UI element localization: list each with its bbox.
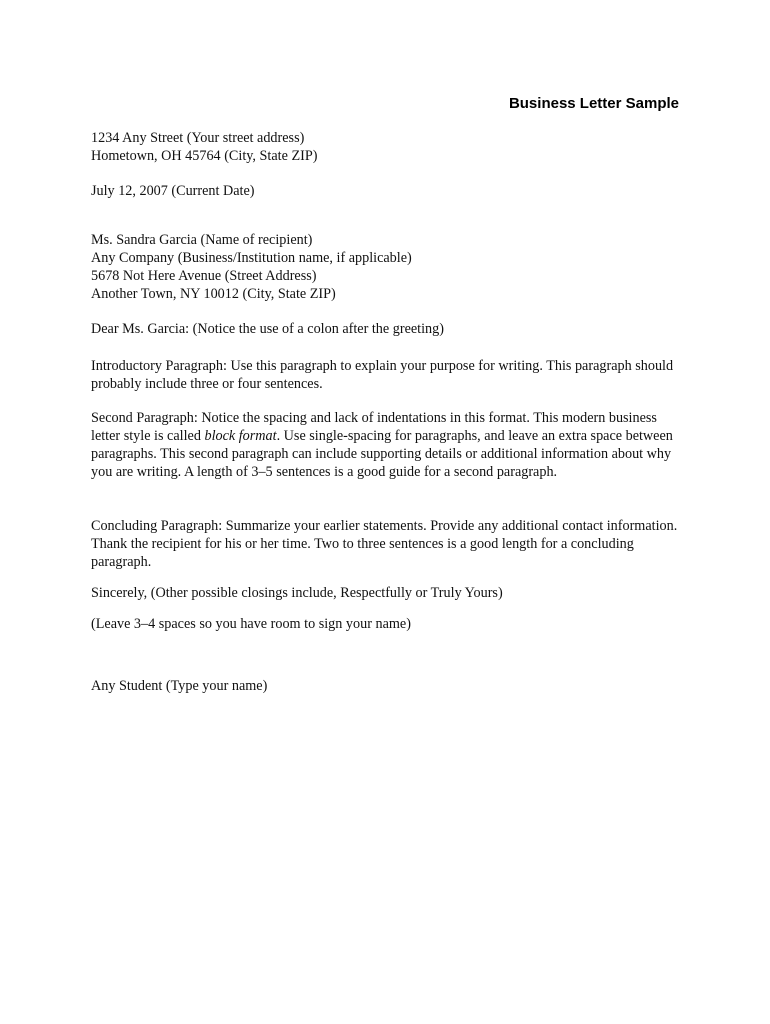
letter-date: July 12, 2007 (Current Date) [91, 183, 255, 199]
second-paragraph-text-start: Second Paragraph: Notice the spacing and lack of indentations in this format. This modern business letter style is called [91, 410, 657, 444]
recipient-address [91, 231, 691, 303]
sender-address [91, 129, 691, 165]
second-paragraph-text-end: . Use single-spacing for paragraphs, and leave an extra space between paragraphs. This second paragraph can include supporting details or additional information about why you are writing. A length of 3–5 sentences is a good guide for a second paragraph. [91, 428, 673, 480]
second-paragraph-emphasis: block format [204, 428, 277, 444]
closing: Sincerely, (Other possible closings include, Respectfully or Truly Yours) [91, 585, 503, 601]
sender-street: 1234 Any Street (Your street address) [91, 130, 305, 146]
second-paragraph [91, 409, 687, 481]
intro-paragraph: Introductory Paragraph: Use this paragraph to explain your purpose for writing. This paragraph should probably include three or four sentences. [91, 358, 674, 392]
greeting: Dear Ms. Garcia: (Notice the use of a colon after the greeting) [91, 321, 444, 337]
recipient-name: Ms. Sandra Garcia (Name of recipient) [91, 232, 313, 248]
recipient-street: 5678 Not Here Avenue (Street Address) [91, 268, 317, 284]
document-title: Business Letter Sample [508, 95, 679, 112]
recipient-city: Another Town, NY 10012 (City, State ZIP) [91, 286, 336, 302]
signature-note: (Leave 3–4 spaces so you have room to sign your name) [91, 616, 411, 632]
typed-name: Any Student (Type your name) [91, 678, 268, 694]
sender-city: Hometown, OH 45764 (City, State ZIP) [91, 148, 318, 164]
recipient-company: Any Company (Business/Institution name, if applicable) [91, 250, 412, 266]
concluding-paragraph: Concluding Paragraph: Summarize your earlier statements. Provide any additional contact information. Thank the recipient for his or her time. Two to three sentences is a good length for a concluding paragraph. [91, 518, 678, 570]
